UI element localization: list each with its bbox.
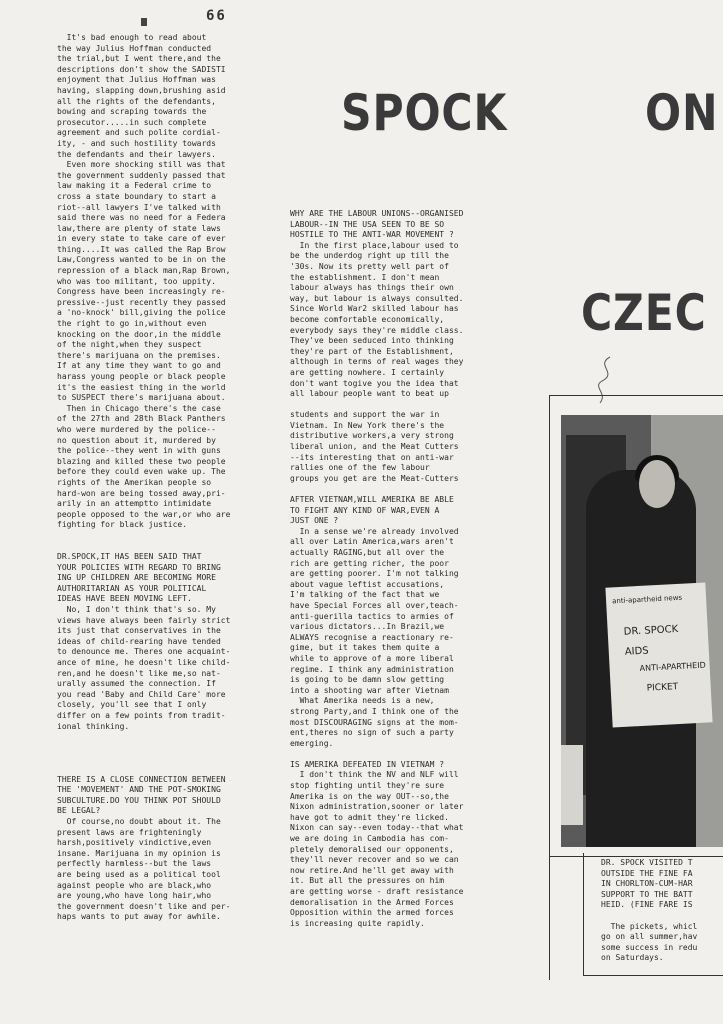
placard-line-3: AIDS	[624, 645, 649, 658]
column2-line: although in terms of real wages they	[290, 357, 464, 367]
column1-line: fighting for black justice.	[57, 520, 188, 530]
column2-line: TO FIGHT ANY KIND OF WAR,EVEN A	[290, 505, 440, 515]
page-mark	[141, 18, 147, 26]
column2-line: distributive workers,a very strong	[290, 431, 454, 441]
column1-line	[57, 743, 263, 754]
column1-line: law,there are plenty of state laws	[57, 223, 221, 233]
column1-line: ren,and he doesn't like me,so nat-	[57, 668, 221, 678]
column1-line: If at any time they want to go and	[57, 361, 221, 371]
column2-line: WHY ARE THE LABOUR UNIONS--ORGANISED	[290, 209, 464, 218]
column1-line: to SUSPECT there's marijuana about.	[57, 393, 226, 403]
column2-line: is increasing quite rapidly.	[290, 918, 425, 928]
column1-line	[57, 753, 263, 764]
column2-line: be the underdog right up till the	[290, 251, 449, 261]
column1-line	[57, 732, 263, 743]
placard-line-2: DR. SPOCK	[623, 623, 679, 638]
column2-line: liberal union, and the Meat Cutters	[290, 442, 459, 452]
column2-line: are getting nowhere. I certainly	[290, 367, 445, 377]
column2-line: emerging.	[290, 738, 334, 748]
column2-line: Vietnam. In New York there's the	[290, 420, 445, 430]
column1-line: thing....It was called the Rap Brow	[57, 244, 226, 254]
column2-line: rich are getting richer, the poor	[290, 558, 449, 568]
column1-line: are young,who have long hair,who	[57, 891, 212, 901]
column1-line: perfectly harmless--but the laws	[57, 859, 212, 869]
column1-line: of the 27th and 28th Black Panthers	[57, 414, 226, 424]
column1-line: Even more shocking still was that	[57, 160, 226, 170]
column1-line: harsh,positively vindictive,even	[57, 838, 212, 848]
column2-line: students and support the war in	[290, 410, 440, 420]
column1-line: bowing and scraping towards the	[57, 107, 207, 117]
column2-line: are getting worse - draft resistance	[290, 887, 464, 896]
column2-line: --its interesting that on anti-war	[290, 452, 454, 462]
column1-line: haps wants to put away for awhile.	[57, 912, 221, 922]
column1-line: THE 'MOVEMENT' AND THE POT-SMOKING	[57, 785, 221, 795]
column1-line: pressive--just recently they passed	[57, 297, 226, 307]
column1-line: insane. Marijuana in my opinion is	[57, 848, 221, 858]
caption-line: some success in redu	[601, 942, 698, 952]
column1-line: knocking on the door,in the middle	[57, 329, 221, 339]
caption-line: on Saturdays.	[601, 953, 664, 963]
column1-line: to denounce me. Theres one acquaint-	[57, 647, 231, 657]
column1-line: DR.SPOCK,IT HAS BEEN SAID THAT	[57, 552, 202, 562]
column1-line: the way Julius Hoffman conducted	[57, 43, 212, 53]
column1-line: ideas of child-rearing have tended	[57, 636, 221, 646]
placard-line-4: ANTI-APARTHEID	[639, 660, 706, 674]
column1-line: blazing and killed these two people	[57, 456, 226, 466]
column1-line: the trial,but I went there,and the	[57, 54, 221, 64]
column1-line: views have always been fairly strict	[57, 615, 231, 625]
column1-line: you read 'Baby and Child Care' more	[57, 689, 226, 699]
column2-line: have got to admit they're licked.	[290, 812, 449, 822]
column2-line: become comfortable economically,	[290, 314, 445, 324]
column1-line: in every state to take care of ever	[57, 234, 226, 244]
caption-frame-left	[549, 855, 551, 980]
column1-line: SUBCULTURE.DO YOU THINK POT SHOULD	[57, 795, 221, 805]
column2-line: In the first place,labour used to	[290, 240, 459, 250]
photo-caption	[601, 858, 723, 964]
column1-line: agreement and such polite cordial-	[57, 128, 221, 138]
column1-line: YOUR POLICIES WITH REGARD TO BRING	[57, 562, 221, 572]
caption-line: OUTSIDE THE FINE FA	[601, 868, 693, 878]
column1-line: people opposed to the war,or who are	[57, 509, 231, 519]
column2-line: HOSTILE TO THE ANTI-WAR MOVEMENT ?	[290, 230, 454, 240]
column1-line: its just that conservatives in the	[57, 626, 221, 636]
caption-line: The pickets, whicl	[601, 921, 698, 931]
column2-line: gime, but it takes them quite a	[290, 643, 440, 653]
column2-line: anti-guerilla tactics to armies of	[290, 611, 454, 621]
column1-line: differ on a few points from tradit-	[57, 711, 226, 720]
column2-line: have Special Forces all over,teach-	[290, 600, 459, 610]
column1-line: the government doesn't like and per-	[57, 901, 231, 911]
column1-line: a 'no-knock' bill,giving the police	[57, 308, 226, 318]
column1-line: hard-won are being tossed away,pri-	[57, 488, 226, 498]
column2-line: while to approve of a more liberal	[290, 653, 454, 663]
column2-line: LABOUR--IN THE USA SEEN TO BE SO	[290, 219, 445, 229]
column2-line: strong Party,and I think one of the	[290, 706, 459, 716]
column2-line: they'll never recover and so we can	[290, 855, 459, 865]
column1-line: all the rights of the defendants,	[57, 96, 216, 106]
column2-line	[290, 749, 500, 760]
column2-line: stop fighting until they're sure	[290, 781, 445, 791]
placard-line-5: PICKET	[646, 682, 679, 694]
column1-line: THERE IS A CLOSE CONNECTION BETWEEN	[57, 774, 226, 784]
column1-line	[57, 764, 263, 775]
column2-line: IS AMERIKA DEFEATED IN VIETNAM ?	[290, 759, 445, 769]
column1-line: closely, you'll see that I only	[57, 700, 207, 710]
column1-line: riot--all lawyers I've talked with	[57, 202, 221, 212]
column1-line: having, slapping down,brushing asid	[57, 85, 226, 95]
column2-line: JUST ONE ?	[290, 516, 339, 526]
column2-line: I'm talking of the fact that we	[290, 590, 440, 600]
column1-line: BE LEGAL?	[57, 806, 101, 816]
column2-line: regime. I think any administration	[290, 664, 454, 674]
column2-line: all labour people want to beat up	[290, 389, 449, 399]
column2-line: actually RAGING,but all over the	[290, 548, 445, 557]
page-number: 66	[206, 8, 227, 24]
column1-line: Congress have been increasingly re-	[57, 287, 226, 297]
column2-line: rallies one of the few labour	[290, 463, 430, 473]
column2-line: we are doing in Cambodia has com-	[290, 834, 449, 844]
column2-line: Amerika is on the way OUT--so,the	[290, 791, 449, 801]
column1-line: harass young people or black people	[57, 372, 226, 381]
column2-line: now retire.And he'll get away with	[290, 865, 454, 875]
column2-line: they're part of the Establishment,	[290, 346, 454, 356]
column1-line: there's marijuana on the premises.	[57, 350, 221, 360]
column1-line: enjoyment that Julius Hoffman was	[57, 75, 216, 85]
column2-line: way, but labour is always consulted.	[290, 293, 464, 303]
column1-line: cross a state boundary to start a	[57, 191, 216, 201]
caption-line: IN CHORLTON-CUM-HAR	[601, 879, 693, 889]
column1-line: it's the easiest thing in the world	[57, 382, 226, 392]
column2-line: Opposition within the armed forces	[290, 908, 454, 918]
column2-line: Nixon administration,sooner or later	[290, 802, 464, 812]
column1-line: ity, - and such hostility towards	[57, 138, 216, 148]
column1-line: are being used as a political tool	[57, 869, 221, 879]
column1-line: the right to go in,without even	[57, 319, 207, 329]
column2-line: I don't think the NV and NLF will	[290, 770, 459, 780]
caption-line: DR. SPOCK VISITED T	[601, 858, 693, 867]
column1-line: Then in Chicago there's the case	[57, 403, 221, 413]
column2-line: Nixon can say--even today--that what	[290, 823, 464, 833]
column1-line: prosecutor.....in such complete	[57, 117, 207, 127]
placard-line-1: anti-apartheid news	[611, 593, 683, 606]
column1-line: arily in an attemptto intimidate	[57, 499, 212, 509]
column1-line: urally assumed the connection. If	[57, 679, 216, 689]
headline-czec: CZEC	[581, 284, 707, 342]
caption-line: SUPPORT TO THE BATT	[601, 889, 693, 899]
column1-line: IDEAS HAVE BEEN MOVING LEFT.	[57, 594, 192, 604]
caption-line: HEID. (FINE FARE IS	[601, 900, 693, 910]
column1-line: law making it a Federal crime to	[57, 181, 212, 191]
column1-line: AUTHORITARIAN AS YOUR POLITICAL	[57, 583, 207, 593]
column1-line	[57, 542, 263, 553]
column2-line: In a sense we're already involved	[290, 526, 459, 536]
column2-line	[290, 400, 500, 411]
column2-line: demoralisation in the Armed Forces	[290, 897, 454, 907]
column2-line: into a shooting war after Vietnam	[290, 685, 449, 695]
column2-line: labour always has things their own	[290, 283, 454, 293]
article-column-1	[57, 33, 263, 923]
column2-line: everybody says they're middle class.	[290, 325, 464, 335]
column1-line: Law,Congress wanted to be in on the	[57, 255, 226, 265]
column2-line: groups you get are the Meat-Cutters	[290, 473, 459, 483]
column2-line: most DISCOURAGING signs at the mom-	[290, 717, 459, 727]
column2-line: Since World War2 skilled labour has	[290, 304, 459, 314]
column1-line: descriptions don't show the SADISTI	[57, 64, 226, 74]
column1-line: before they could even wake up. The	[57, 467, 226, 477]
column2-line: is going to be damn slow getting	[290, 675, 445, 685]
column2-line: What Amerika needs is a new,	[290, 696, 435, 706]
column2-line: don't want togive you the idea that	[290, 378, 459, 388]
column2-line: ALWAYS recognise a reactionary re-	[290, 632, 454, 642]
column2-line	[290, 484, 500, 495]
column1-line: who was too militant, too uppity.	[57, 276, 216, 286]
column1-line	[57, 531, 263, 542]
column2-line: all over Latin America,wars aren't	[290, 537, 454, 547]
column2-line: AFTER VIETNAM,WILL AMERIKA BE ABLE	[290, 495, 454, 505]
headline-on: ON	[645, 84, 719, 142]
column1-line: rights of the Amerikan people so	[57, 477, 212, 487]
column2-line: about vague leftist accusations,	[290, 579, 445, 589]
article-column-2	[290, 209, 500, 929]
column2-line: '30s. Now its pretty well part of	[290, 261, 449, 271]
column1-line: of the night,when they suspect	[57, 340, 202, 350]
column1-line: Of course,no doubt about it. The	[57, 816, 221, 826]
column1-line: who were murdered by the police--	[57, 424, 216, 434]
column2-line: various dictators...In Brazil,we	[290, 622, 445, 632]
column1-line: no question about it, murdered by	[57, 435, 216, 445]
column1-line: ance of mine, he doesn't like child-	[57, 658, 231, 668]
column1-line: the defendants and their lawyers.	[57, 149, 216, 159]
column1-line: It's bad enough to read about	[57, 33, 207, 42]
column1-line: the government suddenly passed that	[57, 170, 226, 180]
caption-line: go on all summer,hav	[601, 932, 698, 942]
column2-line: are getting poorer. I'm not talking	[290, 569, 459, 579]
column1-line: ional thinking.	[57, 721, 130, 731]
column1-line: said there was no need for a Federa	[57, 213, 226, 223]
caption-line	[601, 911, 723, 922]
column1-line: against people who are black,who	[57, 880, 212, 890]
column1-line: repression of a black man,Rap Brown,	[57, 266, 231, 276]
column1-line: the police--they went in with guns	[57, 446, 221, 456]
column2-line: it. But all the pressures on him	[290, 876, 445, 886]
column2-line: They've been seduced into thinking	[290, 336, 454, 346]
column1-line: No, I don't think that's so. My	[57, 605, 216, 615]
column2-line: ent,theres no sign of such a party	[290, 728, 454, 738]
column1-line: ING UP CHILDREN ARE BECOMING MORE	[57, 573, 216, 583]
column2-line: pletely demoralised our opponents,	[290, 844, 454, 854]
headline-spock: SPOCK	[341, 84, 508, 142]
column1-line: present laws are frighteningly	[57, 827, 202, 837]
protest-photo	[561, 415, 723, 847]
column2-line: the establishment. I don't mean	[290, 272, 440, 282]
placard	[605, 582, 712, 727]
